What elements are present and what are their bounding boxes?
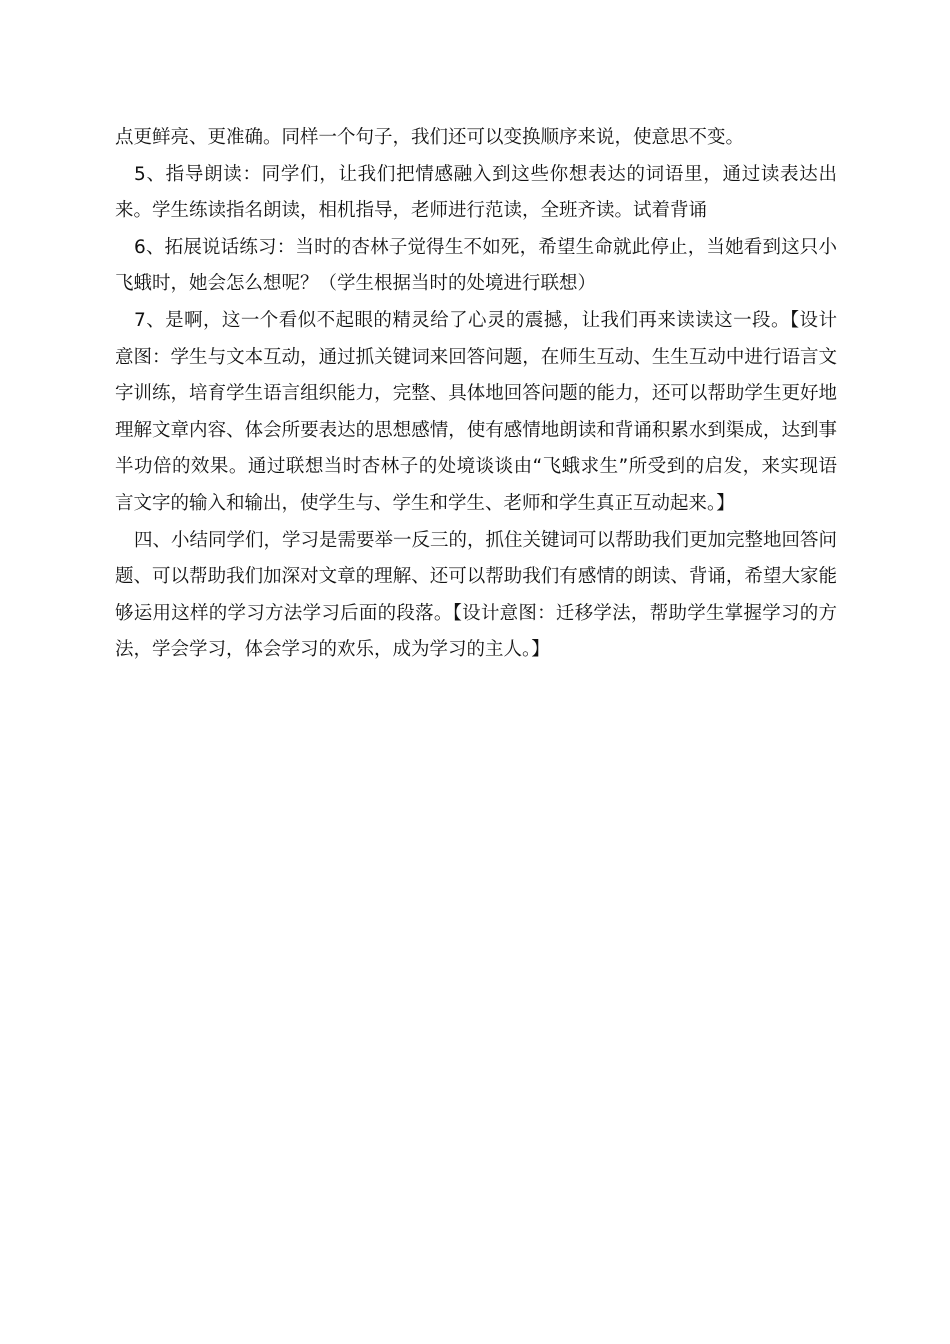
paragraph-step-6-speaking-practice: 6、拓展说话练习：当时的杏林子觉得生不如死，希望生命就此停止，当她看到这只小飞蛾时，她会怎么想呢？（学生根据当时的处境进行联想）: [115, 236, 837, 295]
paragraph-step-5-reading-guidance: 5、指导朗读：同学们，让我们把情感融入到这些你想表达的词语里，通过读表达出来。学生练读指名朗读，相机指导，老师进行范读，全班齐读。试着背诵: [115, 163, 837, 222]
document-body: [115, 120, 837, 669]
paragraph-section-4-summary: 四、小结同学们，学习是需要举一反三的，抓住关键词可以帮助我们更加完整地回答问题、可以帮助我们加深对文章的理解、还可以帮助我们有感情的朗读、背诵，希望大家能够运用这样的学习方法学习后面的段落。【设计意图：迁移学法，帮助学生掌握学习的方法，学会学习，体会学习的欢乐，成为学习的主人。】: [115, 529, 838, 661]
paragraph-step-7-design-intent: 7、是啊，这一个看似不起眼的精灵给了心灵的震撼，让我们再来读读这一段。【设计意图：学生与文本互动，通过抓关键词来回答问题，在师生互动、生生互动中进行语言文字训练，培育学生语言组织能力，完整、具体地回答问题的能力，还可以帮助学生更好地理解文章内容、体会所要表达的思想感情，使有感情地朗读和背诵积累水到渠成，达到事半功倍的效果。通过联想当时杏林子的处境谈谈由“飞蛾求生”所受到的启发，来实现语言文字的输入和输出，使学生与、学生和学生、老师和学生真正互动起来。】: [115, 309, 837, 514]
paragraph-continuation: 点更鲜亮、更准确。同样一个句子，我们还可以变换顺序来说，使意思不变。: [115, 127, 745, 148]
